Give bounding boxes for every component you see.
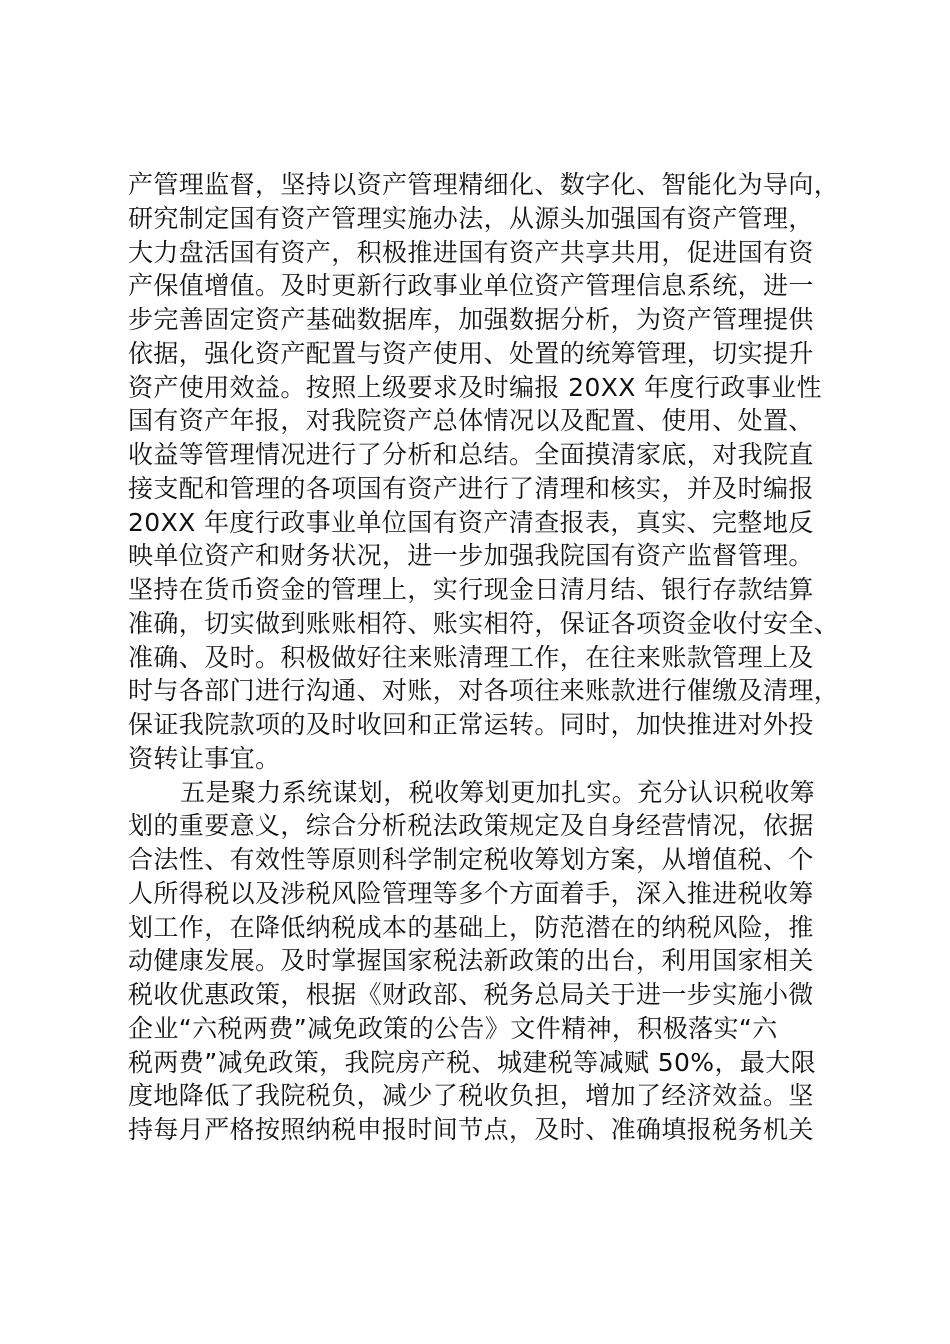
text-line: 步完善固定资产基础数据库，加强数据分析，为资产管理提供 xyxy=(128,305,814,334)
text-line: 保证我院款项的及时收回和正常运转。同时，加快推进对外投 xyxy=(128,710,814,739)
text-line: 资产使用效益。按照上级要求及时编报 20XX 年度行政事业性 xyxy=(128,372,822,402)
text-line: 准确，切实做到账账相符、账实相符，保证各项资金收付安全、 xyxy=(128,608,840,638)
text-line: 持每月严格按照纳税申报时间节点，及时、准确填报税务机关 xyxy=(128,1115,814,1144)
text-line: 产保值增值。及时更新行政事业单位资产管理信息系统，进一 xyxy=(128,271,814,301)
text-line: 映单位资产和财务状况，进一步加强我院国有资产监督管理。 xyxy=(128,541,814,571)
text-line: 度地降低了我院税负，减少了税收负担，增加了经济效益。坚 xyxy=(128,1081,814,1111)
paragraph-tax-planning xyxy=(128,776,848,1147)
text-line: 资转让事宜。 xyxy=(128,743,281,773)
text-line: 20XX 年度行政事业单位国有资产清查报表，真实、完整地反 xyxy=(128,507,814,537)
text-line-indented: 五是聚力系统谋划，税收筹划更加扎实。充分认识税收筹 xyxy=(180,777,816,807)
paragraph-asset-management xyxy=(128,168,848,776)
text-line: 坚持在货币资金的管理上，实行现金日清月结、银行存款结算 xyxy=(128,575,814,604)
text-line: 收益等管理情况进行了分析和总结。全面摸清家底，对我院直 xyxy=(128,440,814,469)
text-line: 依据，强化资产配置与资产使用、处置的统筹管理，切实提升 xyxy=(128,338,814,368)
text-line: 企业“六税两费”减免政策的公告》文件精神，积极落实“六 xyxy=(128,1013,778,1043)
text-line: 合法性、有效性等原则科学制定税收筹划方案，从增值税、个 xyxy=(128,845,814,874)
text-line: 研究制定国有资产管理实施办法，从源头加强国有资产管理， xyxy=(128,203,814,233)
text-line: 划工作，在降低纳税成本的基础上，防范潜在的纳税风险，推 xyxy=(128,912,814,942)
text-line: 大力盘活国有资产，积极推进国有资产共享共用，促进国有资 xyxy=(128,237,814,267)
text-line: 动健康发展。及时掌握国家税法新政策的出台，利用国家相关 xyxy=(128,946,814,976)
text-line: 接支配和管理的各项国有资产进行了清理和核实，并及时编报 xyxy=(128,473,814,503)
text-line: 税收优惠政策，根据《财政部、税务总局关于进一步实施小微 xyxy=(128,980,814,1009)
text-line: 国有资产年报，对我院资产总体情况以及配置、使用、处置、 xyxy=(128,406,814,436)
text-line: 划的重要意义，综合分析税法政策规定及自身经营情况，依据 xyxy=(128,811,814,841)
document-body xyxy=(128,168,848,1147)
text-line: 税两费”减免政策，我院房产税、城建税等减赋 50%，最大限 xyxy=(128,1047,817,1077)
text-line: 人所得税以及涉税风险管理等多个方面着手，深入推进税收筹 xyxy=(128,878,814,908)
text-line: 产管理监督，坚持以资产管理精细化、数字化、智能化为导向， xyxy=(128,170,840,199)
text-line: 时与各部门进行沟通、对账，对各项往来账款进行催缴及清理， xyxy=(128,676,840,706)
text-line: 准确、及时。积极做好往来账清理工作，在往来账款管理上及 xyxy=(128,642,814,672)
